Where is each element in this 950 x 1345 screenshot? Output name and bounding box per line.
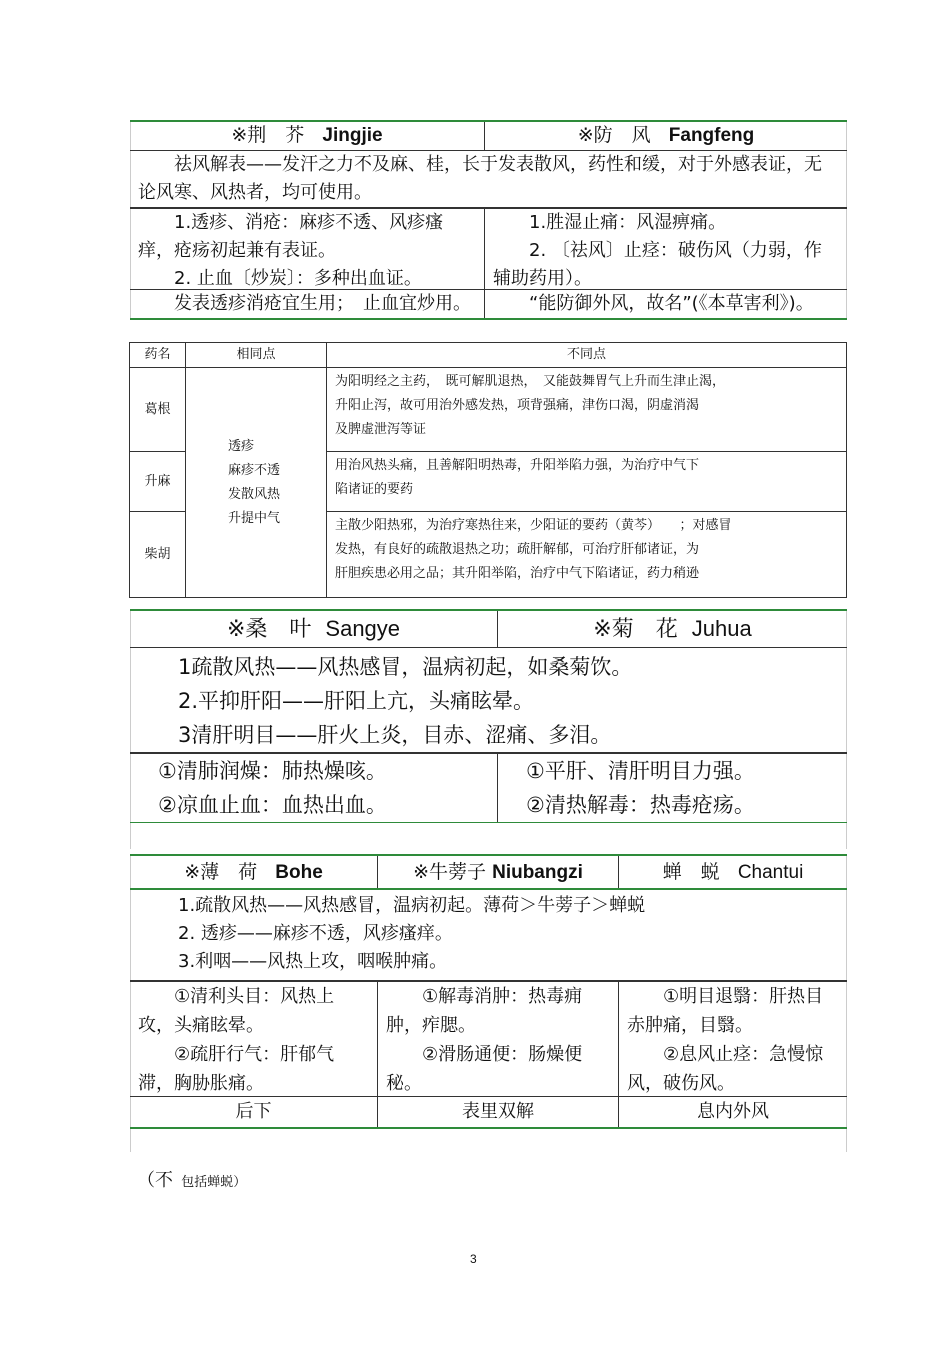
- header-bohe: ※薄 荷 Bohe: [130, 856, 378, 888]
- sangye-use: ②凉血止血：血热出血。: [158, 793, 387, 817]
- jingjie-use-1: 1.透疹、消疮：麻疹不透、风疹瘙痒，疮疡初起兼有表证。: [138, 212, 444, 261]
- diff-chaihu: [327, 512, 847, 598]
- jingjie-use-2: 2. 止血〔炒炭〕：多种出血证。: [174, 268, 422, 289]
- niubangzi-body: [378, 982, 619, 1096]
- chantui-use: ②息风止痉：急慢惊风，破伤风。: [627, 1044, 824, 1094]
- body-row: [130, 209, 847, 290]
- diff-gegen: [327, 368, 847, 452]
- comparison-table: [129, 342, 847, 598]
- header-row: [130, 856, 847, 890]
- common-row: [130, 890, 847, 982]
- diff-line: 及脾虚泄泻等证: [335, 422, 427, 437]
- comparison-header-row: [130, 343, 847, 368]
- common-row: [130, 151, 847, 209]
- common-point: 发散风热: [228, 486, 281, 502]
- juhua-use: ②清热解毒：热毒疮疡。: [526, 793, 755, 817]
- common-effect: 2. 透疹——麻疹不透，风疹瘙痒。: [178, 923, 453, 944]
- diff-line: 用治风热头痛，且善解阳明热毒，升阳举陷力强，为治疗中气下: [335, 458, 700, 473]
- section-bohe-niubangzi-chantui: [130, 854, 847, 1152]
- chantui-note: 息内外风: [697, 1101, 769, 1122]
- diff-line: 升阳止泻，故可用治外感发热，项背强痛，津伤口渴，阴虚消渴: [335, 398, 700, 413]
- herb-name-chaihu: 柴胡: [130, 512, 186, 598]
- jingjie-body: [130, 209, 485, 289]
- common-point: 透疹: [228, 438, 255, 454]
- common-effect: 2.平抑肝阳——肝阳上亢，头痛眩晕。: [178, 689, 535, 713]
- common-text: [130, 650, 847, 752]
- header-row: [130, 122, 847, 151]
- header-fangfeng: ※防 风 Fangfeng: [577, 124, 755, 146]
- common-text: 祛风解表——发汗之力不及麻、桂，长于发表散风，药性和缓，对于外感表证，无论风寒、风热者，均可使用。: [138, 154, 822, 203]
- bohe-body: [130, 982, 378, 1096]
- juhua-use: ①平肝、清肝明目力强。: [526, 759, 755, 783]
- diff-line: 陷诸证的要药: [335, 482, 414, 497]
- note-row: [130, 1097, 847, 1129]
- juhua-body: [498, 754, 847, 822]
- sangye-body: [130, 754, 498, 822]
- fangfeng-use-1: 1.胜湿止痛：风湿痹痛。: [529, 212, 727, 233]
- note-row: [130, 290, 847, 320]
- footnote-part: （不: [137, 1170, 173, 1191]
- sangye-use: ①清肺润燥：肺热燥咳。: [158, 759, 387, 783]
- header-niubangzi: ※牛蒡子 Niubangzi: [378, 856, 619, 888]
- common-text: [130, 892, 847, 980]
- chantui-body: [619, 982, 847, 1096]
- col-header-same: 相同点: [186, 343, 327, 368]
- header-row: [130, 611, 847, 648]
- common-point: 升提中气: [228, 510, 281, 526]
- niubangzi-note: 表里双解: [378, 1097, 619, 1127]
- common-effect: 3清肝明目——肝火上炎，目赤、涩痛、多泪。: [178, 723, 612, 747]
- diff-shengma: [327, 452, 847, 512]
- table-row: [130, 368, 847, 452]
- common-point: 麻疹不透: [228, 462, 281, 478]
- common-effect: 1疏散风热——风热感冒，温病初起，如桑菊饮。: [178, 655, 633, 679]
- chantui-use: ①明目退翳：肝热目赤肿痛，目翳。: [627, 986, 824, 1036]
- fangfeng-use-2: 2. 〔祛风〕止痉：破伤风（力弱，作辅助药用）。: [493, 240, 822, 289]
- header-jingjie: ※荆 芥 Jingjie: [130, 122, 485, 150]
- niubangzi-use: ②滑肠通便：肠燥便秘。: [386, 1044, 583, 1094]
- common-row: [130, 648, 847, 754]
- page-number: 3: [470, 1252, 477, 1266]
- fangfeng-body: [485, 209, 847, 289]
- diff-line: 为阳明经之主药， 既可解肌退热， 又能鼓舞胃气上升而生津止渴，: [335, 374, 726, 389]
- footnote: [137, 1166, 246, 1192]
- bohe-use: ①清利头目：风热上攻，头痛眩晕。: [138, 986, 335, 1036]
- bohe-use: ②疏肝行气：肝郁气滞，胸胁胀痛。: [138, 1044, 335, 1094]
- jingjie-note: 发表透疹消疮宜生用； 止血宜炒用。: [130, 290, 485, 318]
- herb-name-shengma: 升麻: [130, 452, 186, 512]
- section-sangye-juhua: [130, 609, 847, 849]
- herb-name-gegen: 葛根: [130, 368, 186, 452]
- header-sangye: ※桑 叶 Sangye: [130, 611, 498, 647]
- common-points: [186, 368, 327, 598]
- col-header-diff: 不同点: [327, 343, 847, 368]
- section-jingjie-fangfeng: [130, 120, 847, 320]
- niubangzi-use: ①解毒消肿：热毒痈肿，痄腮。: [386, 986, 583, 1036]
- header-juhua: ※菊 花 Juhua: [593, 616, 752, 642]
- footnote-part: 包括蝉蜕）: [181, 1175, 247, 1190]
- common-effect: 3.利咽——风热上攻，咽喉肿痛。: [178, 951, 448, 972]
- header-chantui: 蝉 蜕 Chantui: [662, 861, 804, 883]
- common-effect: 1.疏散风热——风热感冒，温病初起。薄荷＞牛蒡子＞蝉蜕: [178, 895, 646, 916]
- fangfeng-note: “能防御外风，故名”(《本草害利》)。: [529, 293, 814, 314]
- diff-line: 主散少阳热邪，为治疗寒热往来，少阳证的要药（黄芩） ；对感冒: [335, 518, 732, 533]
- body-row: [130, 982, 847, 1097]
- diff-line: 肝胆疾患必用之品；其升阳举陷，治疗中气下陷诸证，药力稍逊: [335, 566, 700, 581]
- bohe-note: 后下: [130, 1097, 378, 1127]
- diff-line: 发热，有良好的疏散退热之功；疏肝解郁，可治疗肝郁诸证，为: [335, 542, 700, 557]
- body-row: [130, 754, 847, 823]
- col-header-name: 药名: [130, 343, 186, 368]
